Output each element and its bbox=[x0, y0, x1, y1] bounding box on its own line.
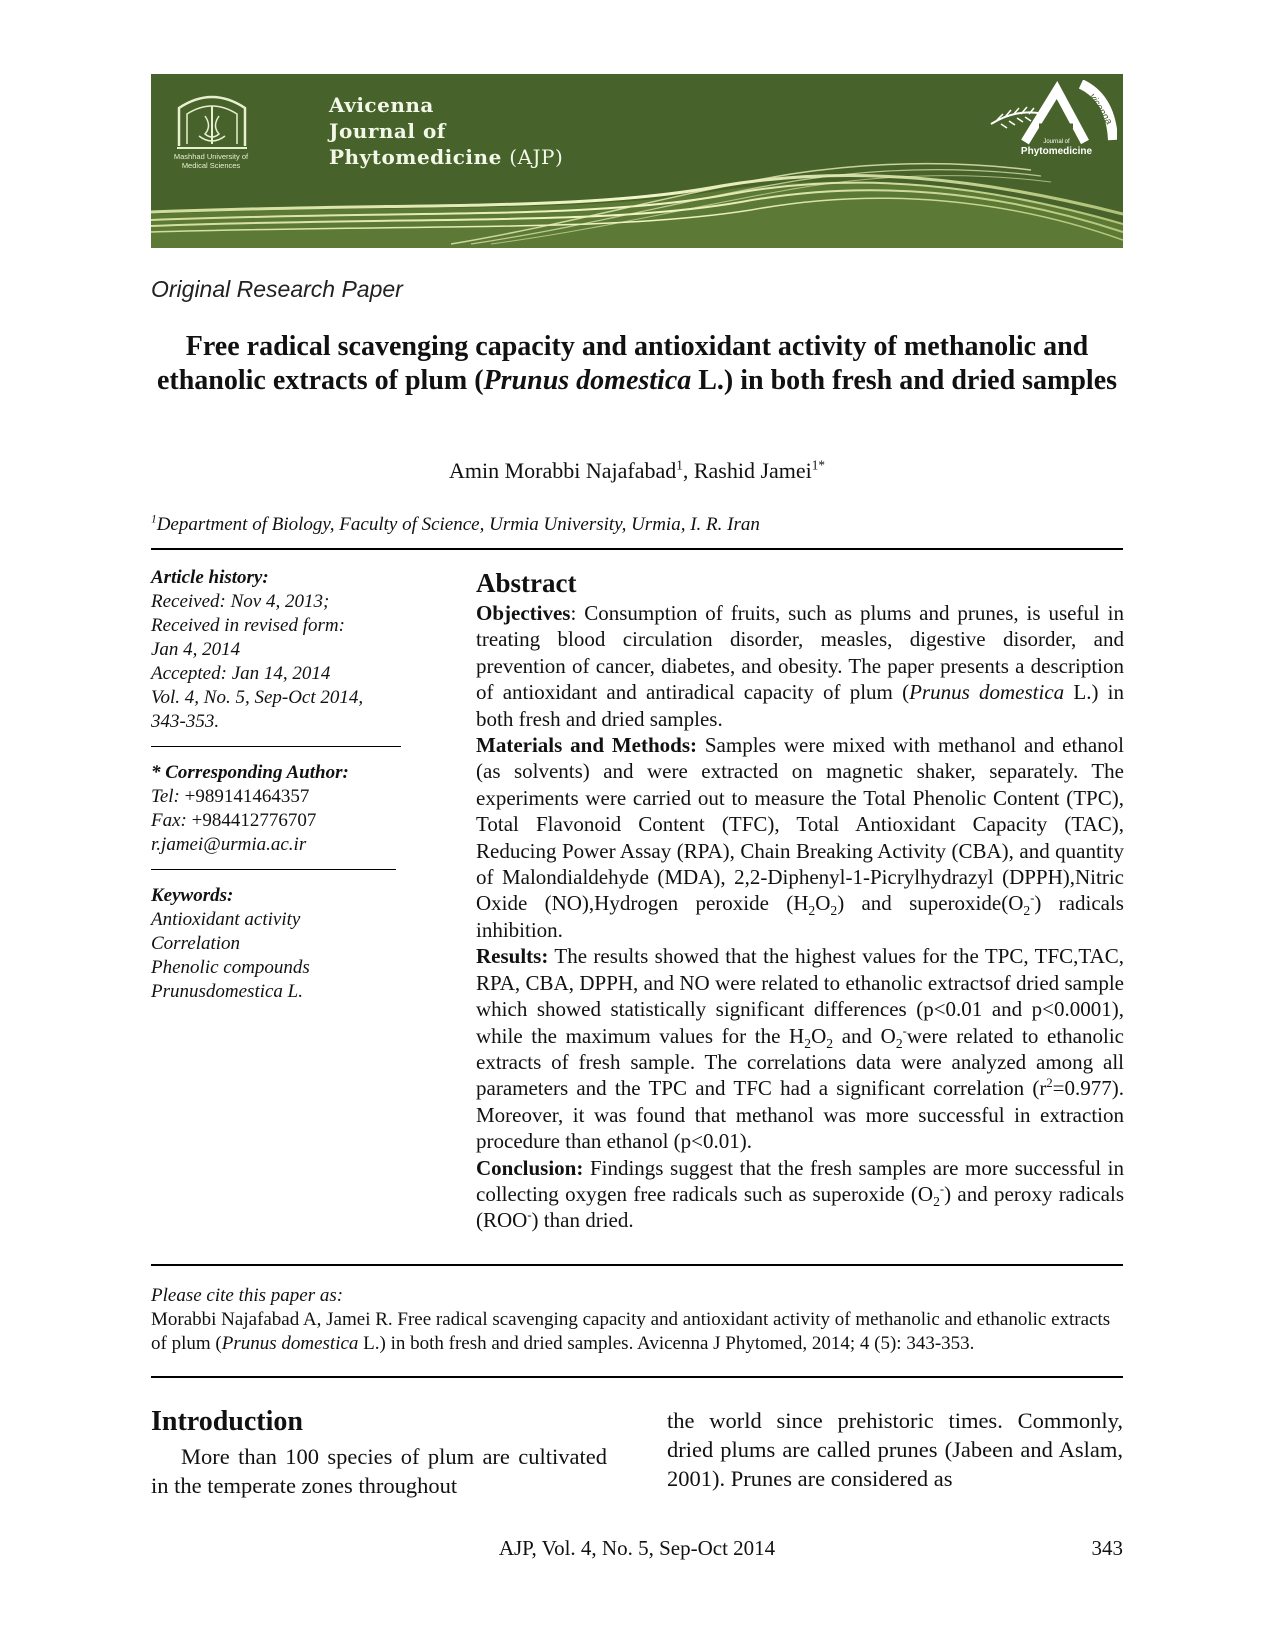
keyword: Correlation bbox=[151, 933, 241, 954]
abstract-results: Results: The results showed that the highest values for the TPC, TFC,TAC, RPA, CBA, DPPH, and NO were related to ethanolic extractsof dried sample which showed statistically significant differences (p<0.01 and p<0.0001), while the maximum values for the $H_2O_2$ and $O_2^-were$ related to ethanolic extracts of fresh sample. The correlations data were analyzed among all parameters and the TPC and TFC had a significant correlation $(r^2=0.977)$. Moreover, it was found that methanol was more successful in extraction procedure than ethanol (p<0.01). bbox=[476, 944, 1124, 1154]
introduction-paragraph: More than 100 species of plum are cultivated in the temperate zones throughout bbox=[151, 1444, 607, 1498]
journal-name bbox=[329, 92, 563, 170]
keywords-label: Keywords: bbox=[151, 885, 234, 906]
telephone: Tel: +989141464357 bbox=[151, 786, 310, 807]
keyword: Antioxidant activity bbox=[151, 909, 301, 930]
keyword: Phenolic compounds bbox=[151, 957, 310, 978]
history-line: Received: Nov 4, 2013; bbox=[151, 591, 330, 612]
journal-name-line2: Journal of bbox=[329, 119, 446, 143]
university-emblem-icon bbox=[169, 86, 255, 196]
journal-banner bbox=[151, 74, 1123, 248]
affiliation: $^1$Department of Biology, Faculty of Science, Urmia University, Urmia, I. R. Iran bbox=[151, 513, 760, 535]
page-number: 343 bbox=[1091, 1536, 1123, 1560]
abstract-divider bbox=[151, 1264, 1123, 1266]
history-line: Accepted: Jan 14, 2014 bbox=[151, 663, 331, 684]
citation-divider bbox=[151, 1376, 1123, 1378]
corresponding-author-label: * Corresponding Author: bbox=[151, 762, 349, 783]
footer-journal-info: AJP, Vol. 4, No. 5, Sep-Oct 2014 bbox=[498, 1536, 776, 1560]
logo-small-text: Journal of bbox=[1043, 139, 1070, 145]
journal-abbreviation: (AJP) bbox=[509, 145, 564, 169]
paper-type: Original Research Paper bbox=[151, 276, 403, 302]
abstract-objectives: Objectives: Consumption of fruits, such as plums and prunes, is useful in treating blood circulation disorder, measles, digestive disorder, and prevention of cancer, diabetes, and obesity. The paper presents a description of antioxidant and antiradical capacity of plum (Prunus domestica L.) in both fresh and dried samples. bbox=[476, 601, 1124, 731]
introduction-right-column bbox=[667, 1406, 1123, 1493]
authors: Amin Morabbi Najafabad$^1$, Rashid Jamei$^{1*}$ bbox=[449, 457, 825, 483]
logo-big-text: Phytomedicine bbox=[1020, 146, 1093, 157]
abstract-section bbox=[476, 566, 1124, 1234]
journal-name-line3: Phytomedicine (AJP) bbox=[329, 145, 564, 169]
logo-arc-text: vicenna bbox=[1086, 91, 1115, 127]
article-info-sidebar bbox=[151, 566, 401, 1004]
author-2: Rashid Jamei bbox=[693, 458, 812, 483]
abstract-conclusion: Conclusion: Findings suggest that the fresh samples are more successful in collecting oxygen free radicals such as superoxide $(O_2^-)$ and peroxy radicals (ROO-) than dried. bbox=[476, 1155, 1124, 1233]
keyword: Prunusdomestica L. bbox=[151, 981, 303, 1002]
introduction-heading: Introduction bbox=[151, 1406, 303, 1437]
journal-name-line1: Avicenna bbox=[329, 93, 434, 117]
title-species: Prunus domestica bbox=[483, 365, 692, 396]
introduction-paragraph-continued: the world since prehistoric times. Commonly, dried plums are called prunes (Jabeen and Aslam, 2001). Prunes are considered as bbox=[667, 1408, 1123, 1491]
paper-title: Free radical scavenging capacity and antioxidant activity of methanolic and ethanolic extracts of plum (Prunus domestica L.) in both fresh and dried samples bbox=[156, 331, 1118, 396]
introduction-left-column bbox=[151, 1406, 607, 1500]
history-line: Jan 4, 2014 bbox=[151, 639, 241, 660]
citation-lead: Please cite this paper as: bbox=[151, 1285, 344, 1306]
author-1: Amin Morabbi Najafabad bbox=[449, 458, 677, 483]
article-history-label: Article history: bbox=[151, 567, 269, 588]
sidebar-divider bbox=[151, 746, 401, 747]
citation-text: Morabbi Najafabad A, Jamei R. Free radical scavenging capacity and antioxidant activity of methanolic and ethanolic extracts of plum (Prunus domestica L.) in both fresh and dried samples. Avicenna J Phytomed, 2014; 4 (5): 343-353. bbox=[151, 1309, 1111, 1354]
sidebar-divider bbox=[151, 869, 396, 870]
email-link[interactable]: r.jamei@urmia.ac.ir bbox=[151, 834, 307, 855]
university-name: Mashhad University of Medical Sciences bbox=[173, 152, 249, 170]
history-line: Vol. 4, No. 5, Sep-Oct 2014, bbox=[151, 687, 364, 708]
history-line: 343-353. bbox=[151, 711, 220, 732]
citation-block bbox=[151, 1284, 1111, 1356]
abstract-methods: Materials and Methods: Samples were mixed with methanol and ethanol (as solvents) and were extracted on magnetic shaker, separately. The experiments were carried out to measure the Total Phenolic Content (TPC), Total Flavonoid Content (TFC), Total Antioxidant Capacity (TAC), Reducing Power Assay (RPA), Chain Breaking Activity (CBA), and quantity of Malondialdehyde (MDA), 2,2-Diphenyl-1-Picrylhydrazyl (DPPH),Nitric Oxide (NO),Hydrogen peroxide $(H_2O_2)$ and $superoxide(O_2^-)$ radicals inhibition. bbox=[476, 733, 1124, 942]
avicenna-logo-label bbox=[999, 138, 1114, 157]
abstract-heading: Abstract bbox=[476, 568, 577, 598]
history-line: Received in revised form: bbox=[151, 615, 345, 636]
header-divider bbox=[151, 548, 1123, 550]
fax: Fax: +984412776707 bbox=[151, 810, 317, 831]
